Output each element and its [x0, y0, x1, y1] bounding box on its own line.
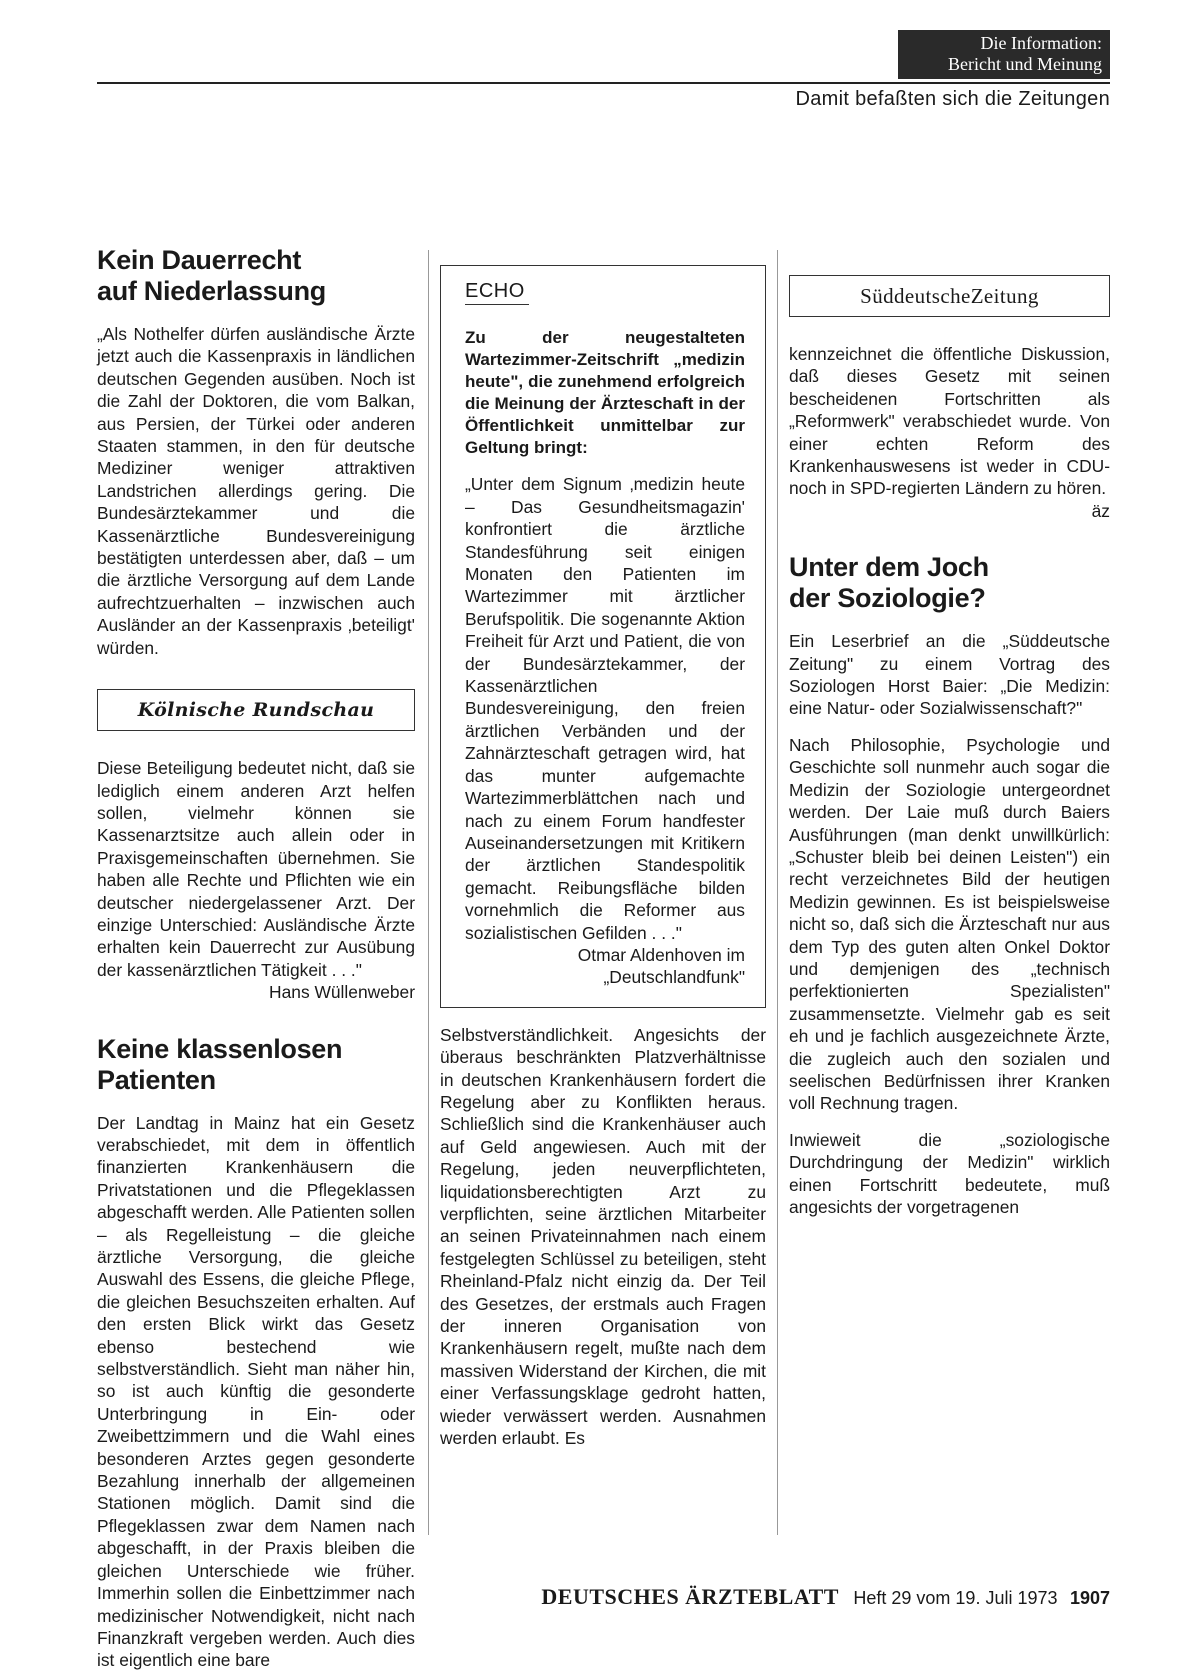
- article-headline: Kein Dauerrecht auf Niederlassung: [97, 245, 326, 306]
- section-badge-line2: Bericht und Meinung: [948, 54, 1102, 74]
- section-subtitle: Damit befaßten sich die Zeitungen: [795, 88, 1110, 110]
- masthead-text: SüddeutscheZeitung: [860, 283, 1039, 308]
- echo-box: [440, 265, 766, 1008]
- article-paragraph: Ein Leserbrief an die „Süddeutsche Zeitung" zu einem Vortrag des Soziologen Horst Baier: „Die Medizin: eine Natur- oder Sozialwissenschaft?": [789, 631, 1110, 719]
- article-paragraph: Selbstverständlichkeit. Angesichts der überaus beschränkten Platzverhältnisse in deutschen Krankenhäusern fordert die Regelung aber zu Konflikten heraus. Schließlich sind die Krankenhäuser auch auf Geld angewiesen. Auch mit der Regelung, jeden neuverpflichteten, liquidationsberechtigten Arzt zu verpflichten, seine ärztlichen Mitarbeiter an seinen Privateinnahmen nach einem festgelegten Schlüssel zu beteiligen, steht Rheinland-Pfalz nicht einzig da. Der Teil des Gesetzes, der erstmals auch Fragen der inneren Organisation von Krankenhäusern regelt, mußte nach dem massiven Widerstand der Kirchen, die mit einer Verfassungsklage gedroht hatten, wieder verwässert werden. Ausnahmen werden erlaubt. Es: [440, 1024, 766, 1449]
- column-divider: [777, 250, 778, 1535]
- article-author: Hans Wüllenweber: [269, 982, 415, 1003]
- section-badge-line1: Die Information:: [980, 33, 1102, 53]
- page-footer: [480, 1584, 1110, 1610]
- issue-info: Heft 29 vom 19. Juli 1973: [853, 1588, 1058, 1608]
- section-badge: [898, 30, 1110, 79]
- page-number: 1907: [1069, 1588, 1110, 1608]
- column-divider: [428, 250, 429, 1535]
- article-paragraph: Der Landtag in Mainz hat ein Gesetz verabschiedet, mit dem in öffentlich finanzierten Krankenhäusern die Privatstationen und die Pflegeklassen abgeschafft werden. Alle Patienten sollen – als Regelleistung – die gleiche ärztliche Versorgung, die gleiche Auswahl des Essens, die gleiche Pflege, die gleichen Besuchszeiten erhalten. Auf den ersten Blick wirkt das Gesetz ebenso bestechend wie selbstverständlich. Sieht man näher hin, so ist auch künftig die gesonderte Unterbringung in Ein- oder Zweibettzimmern und die Wahl eines besonderen Arztes gegen gesonderte Bezahlung innerhalb der allgemeinen Stationen möglich. Damit sind die Pflegeklassen zwar dem Namen nach abgeschafft, in der Praxis bleiben die gleichen Unterschiede wie früher. Immerhin sollen die Einbettzimmer nach medizinischer Notwendigkeit, nicht nach Finanzkraft vergeben werden. Auch dies ist eigentlich eine bare: [97, 1112, 415, 1671]
- article-paragraph: „Als Nothelfer dürfen ausländische Ärzte jetzt auch die Kassenpraxis in ländlichen deutschen Gegenden ausüben. Noch ist die Zahl der Doktoren, die vom Balkan, aus Persien, der Türkei oder anderen Staaten stammen, in den für deutsche Mediziner weniger attraktiven Landstrichen allerdings gering. Die Bundesärztekammer und die Kassenärztliche Bundesvereinigung bestätigten unterdessen aber, daß – um die ärztliche Versorgung auf dem Lande aufrechtzuerhalten – inzwischen auch Ausländer an der Kassenpraxis ‚beteiligt' würden.: [97, 324, 415, 658]
- article-headline: Keine klassenlosen Patienten: [97, 1033, 343, 1095]
- echo-label: ECHO: [465, 280, 529, 305]
- header-rule: [97, 82, 1110, 84]
- column-3: [789, 245, 1110, 1218]
- column-2: [440, 245, 766, 1449]
- article-paragraph: Diese Beteiligung bedeutet nicht, daß sie lediglich einem anderen Arzt helfen sollen, vielmehr können sie Kassenarztsitze auch allein oder in Praxisgemeinschaften übernehmen. Sie haben alle Rechte und Pflichten wie ein deutscher niedergelassener Arzt. Der einzige Unterschied: Ausländische Ärzte erhalten kein Dauerrecht zur Ausübung der kassenärztlichen Tätigkeit . . .": [97, 758, 415, 980]
- echo-quote: „Unter dem Signum ‚medizin heute – Das Gesundheitsmagazin' konfrontiert die ärztliche Standesführung seit einigen Monaten den Patienten im Wartezimmer mit ärztlicher Berufspolitik. Die sogenannte Aktion Freiheit für Arzt und Patient, die von der Bundesärztekammer, der Kassenärztlichen Bundesvereinigung, den freien ärztlichen Verbänden und der Zahnärzteschaft getragen wird, hat das munter aufgemachte Wartezimmerblättchen nach und nach zu einem Forum handfester Auseinandersetzungen mit Kritikern der ärztlichen Standespolitik gemacht. Reibungsfläche bilden vornehmlich die Reformer aus sozialistischen Gefilden . . .": [465, 474, 745, 943]
- column-1: [97, 245, 415, 1672]
- journal-name: DEUTSCHES ÄRZTEBLATT: [541, 1584, 839, 1609]
- article-author: äz: [1091, 500, 1110, 521]
- article-headline: Unter dem Joch der Soziologie?: [789, 552, 989, 614]
- newspaper-masthead: [789, 275, 1110, 317]
- newspaper-masthead: [97, 689, 415, 731]
- article-paragraph: Nach Philosophie, Psychologie und Geschichte soll nunmehr auch sogar die Medizin der Soziologie untergeordnet werden. Der Laie muß durch Baiers Ausführungen (man denkt unwillkürlich: „Schuster bleib bei deinen Leisten") ein recht verzeichnetes Bild der heutigen Medizin gewinnen. Es ist beispielsweise nicht so, daß sich die Ärzteschaft nur aus dem Typ des guten alten Onkel Doktor und demjenigen des „technisch perfektionierten Spezialisten" zusammensetzte. Vielmehr gab es seit eh und je fachlich ausgezeichnete Ärzte, die zugleich auch den sozialen und seelischen Bedürfnissen ihrer Kranken voll Rechnung tragen.: [789, 734, 1110, 1114]
- echo-source: Otmar Aldenhoven im „Deutschlandfunk": [577, 944, 745, 988]
- masthead-text: Kölnische Rundschau: [137, 698, 375, 721]
- echo-lead: Zu der neugestalteten Wartezimmer-Zeitschrift „medizin heute", die zunehmend erfolgreich die Meinung der Ärzteschaft in der Öffentlichkeit unmittelbar zur Geltung bringt:: [465, 328, 745, 458]
- article-paragraph: Inwieweit die „soziologische Durchdringung der Medizin" wirklich einen Fortschritt bedeutete, muß angesichts der vorgetragenen: [789, 1129, 1110, 1217]
- article-paragraph: kennzeichnet die öffentliche Diskussion, daß dieses Gesetz mit seinen bescheidenen Fortschritten als „Reformwerk" verabschiedet wurde. Von einer echten Reform des Krankenhauswesens ist weder in CDU- noch in SPD-regierten Ländern zu hören.: [789, 344, 1110, 499]
